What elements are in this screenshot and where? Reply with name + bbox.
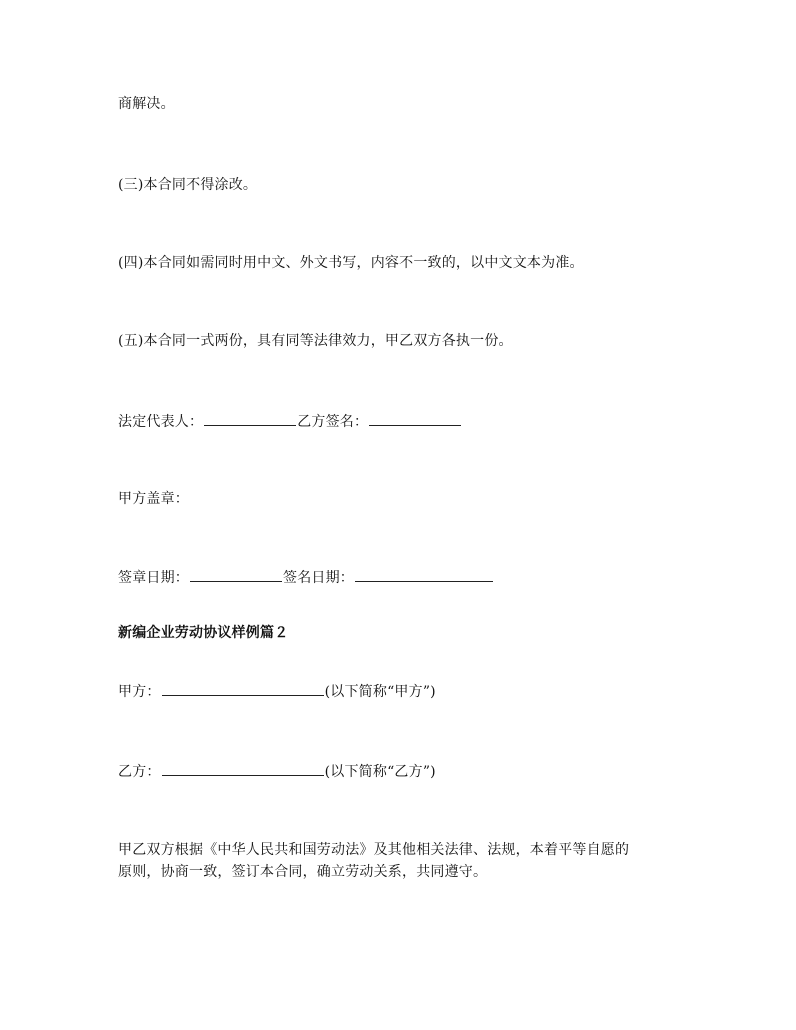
party-a-suffix: (以下简称“甲方”)	[324, 684, 436, 700]
seal-date-blank	[190, 567, 282, 582]
clause-four: (四)本合同如需同时用中文、外文书写，内容不一致的，以中文文本为准。	[118, 255, 584, 271]
seal-date-label: 签章日期：	[118, 570, 189, 586]
party-b-signature-blank	[369, 411, 461, 426]
intro-paragraph-line-2: 原则，协商一致，签订本合同，确立劳动关系，共同遵守。	[118, 864, 488, 880]
legal-representative-label: 法定代表人：	[118, 414, 204, 430]
party-a-blank	[162, 681, 324, 696]
intro-paragraph-line-1: 甲乙双方根据《中华人民共和国劳动法》及其他相关法律、法规，本着平等自愿的	[118, 842, 630, 858]
section-heading: 新编企业劳动协议样例篇２	[118, 625, 289, 641]
date-line	[118, 567, 494, 588]
party-b-suffix: (以下简称“乙方”)	[324, 764, 436, 780]
sign-date-label: 签名日期：	[283, 570, 354, 586]
party-b-blank	[162, 761, 324, 776]
clause-five: (五)本合同一式两份，具有同等法律效力，甲乙双方各执一份。	[118, 333, 513, 349]
signature-line	[118, 411, 462, 432]
party-a-seal-label: 甲方盖章：	[118, 491, 189, 507]
party-a-line	[118, 681, 436, 702]
legal-representative-blank	[204, 411, 296, 426]
paragraph-continuation: 商解决。	[118, 96, 175, 112]
party-b-label: 乙方：	[118, 764, 161, 780]
seal-line	[118, 489, 189, 509]
party-a-label: 甲方：	[118, 684, 161, 700]
sign-date-blank	[355, 567, 493, 582]
clause-three: (三)本合同不得涂改。	[118, 177, 258, 193]
party-b-signature-label: 乙方签名：	[297, 414, 369, 430]
party-b-line	[118, 761, 436, 782]
